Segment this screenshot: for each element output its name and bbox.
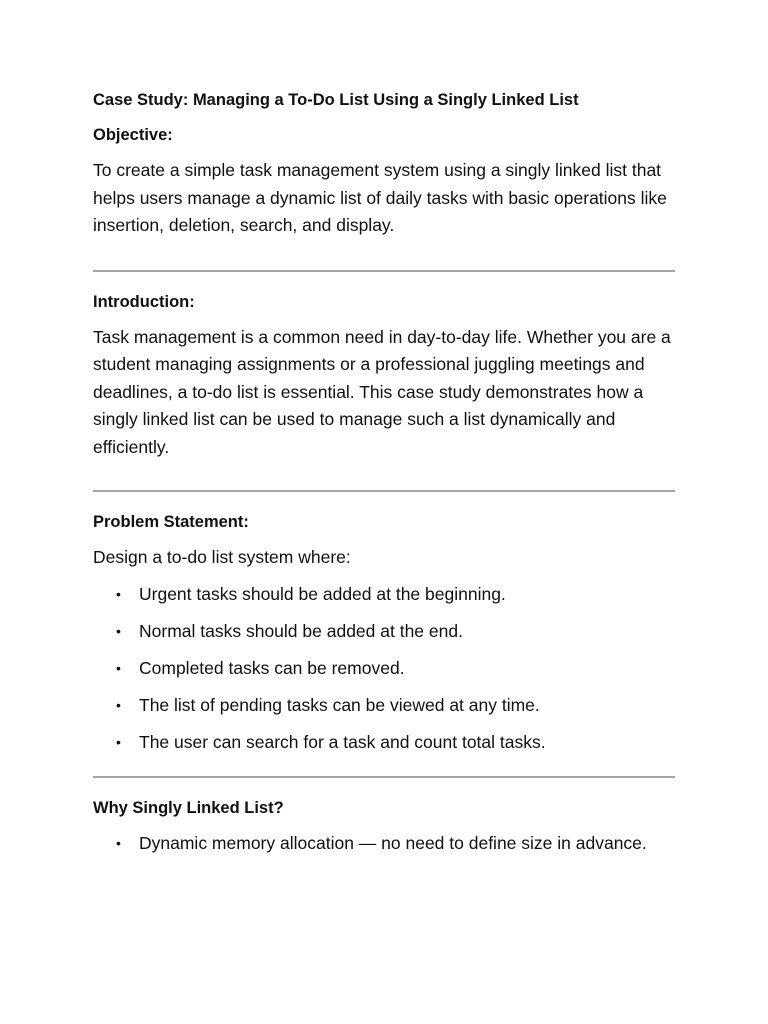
why-singly-linked-list-heading: Why Singly Linked List? (93, 798, 284, 817)
bullet-icon: • (116, 660, 121, 676)
bullet-icon: • (116, 623, 121, 639)
list-item: • Dynamic memory allocation — no need to define size in advance. (93, 830, 675, 858)
section-divider (93, 776, 675, 778)
problem-statement-intro: Design a to-do list system where: (93, 547, 351, 567)
introduction-heading: Introduction: (93, 292, 195, 311)
list-item: • The list of pending tasks can be viewed at any time. (93, 692, 675, 720)
why-reasons-list (93, 830, 675, 858)
bullet-icon: • (116, 734, 121, 750)
bullet-icon: • (116, 586, 121, 602)
bullet-icon: • (116, 834, 121, 851)
list-item: • Completed tasks can be removed. (93, 655, 675, 683)
list-item: • Normal tasks should be added at the end. (93, 618, 675, 646)
document-body (93, 88, 675, 867)
document-title: Case Study: Managing a To-Do List Using a Singly Linked List (93, 91, 579, 109)
section-divider (93, 270, 675, 272)
objective-heading: Objective: (93, 126, 173, 144)
bullet-icon: • (116, 697, 121, 713)
introduction-text: Task management is a common need in day-to-day life. Whether you are a student managing assignments or a professional juggling meetings and deadlines, a to-do list is essential. This case study demonstrates how a singly linked list can be used to manage such a list dynamically and efficiently. (93, 326, 671, 457)
problem-statement-heading: Problem Statement: (93, 513, 249, 531)
objective-text: To create a simple task management system using a singly linked list that helps users manage a dynamic list of daily tasks with basic operations like insertion, deletion, search, and display. (93, 160, 667, 235)
section-divider (93, 490, 675, 492)
list-item: • The user can search for a task and count total tasks. (93, 729, 675, 757)
list-item: • Urgent tasks should be added at the beginning. (93, 581, 675, 609)
problem-requirements-list (93, 581, 675, 757)
